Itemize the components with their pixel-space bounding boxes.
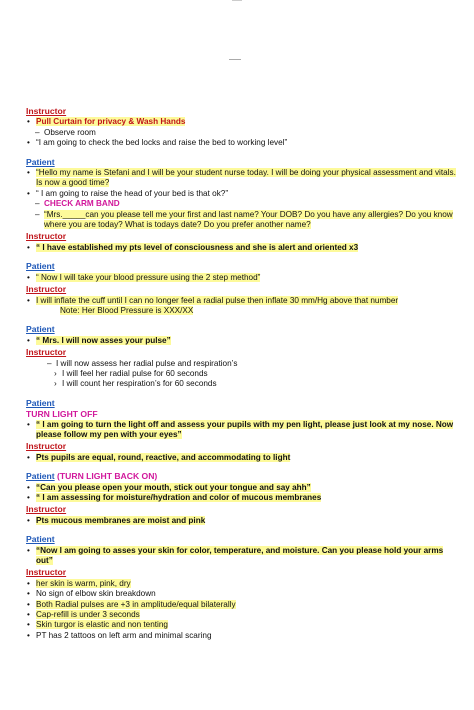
role-label: Patient	[26, 397, 55, 408]
script-line	[26, 306, 456, 316]
role-label: Instructor	[26, 441, 67, 452]
section-heading-patient	[26, 261, 456, 272]
section-heading-patient	[26, 157, 456, 168]
script-line	[26, 359, 456, 369]
section-heading-instructor	[26, 106, 456, 117]
section-heading-instructor	[26, 567, 456, 578]
page-header-marks	[0, 0, 474, 80]
role-label: Patient	[26, 261, 55, 272]
role-label: Patient	[26, 471, 55, 482]
script-line-text: No sign of elbow skin breakdown	[36, 589, 156, 599]
section-heading-patient	[26, 324, 456, 335]
stage-direction: TURN LIGHT OFF	[26, 409, 98, 420]
role-suffix: (TURN LIGHT BACK ON)	[54, 471, 158, 482]
script-line-text: “ I am going to raise the head of your bed is that ok?”	[36, 188, 229, 198]
section-heading-instructor	[26, 284, 456, 295]
script-line-text: Pull Curtain for privacy & Wash Hands	[36, 117, 186, 127]
script-line	[26, 516, 456, 526]
script-line	[26, 420, 456, 441]
script-line-text: “Now I am going to asses your skin for color, temperature, and moisture. Can you please hold your arms out”	[36, 545, 444, 566]
section-gap	[26, 390, 456, 398]
script-line	[26, 243, 456, 253]
role-label: Instructor	[26, 347, 67, 358]
script-line-text: “Mrs._____can you please tell me your first and last name? Your DOB? Do you have any allergies? Do you know where you are today? What is todays date? Do you prefer another name?	[44, 209, 453, 230]
top-mark	[232, 0, 242, 1]
script-line	[26, 600, 456, 610]
script-line-text: “Can you please open your mouth, stick out your tongue and say ahh”	[36, 482, 311, 492]
section-heading-instructor	[26, 504, 456, 515]
script-line	[26, 493, 456, 503]
script-line-text: “ I am going to turn the light off and assess your pupils with my pen light, please just look at my nose. Now please follow my pen with your eyes”	[36, 419, 454, 439]
section-heading-patient	[26, 398, 456, 409]
section-heading-instructor	[26, 347, 456, 358]
script-line	[26, 199, 456, 209]
script-line-text: “ I am assessing for moisture/hydration and color of mucous membranes	[36, 493, 322, 502]
role-label: Instructor	[26, 231, 67, 242]
script-line	[26, 273, 456, 283]
script-line-text: “Hello my name is Stefani and I will be your student nurse today. I will be doing your physical assessment and vitals. Is now a good time?	[36, 168, 456, 188]
script-line-text: her skin is warm, pink, dry	[36, 578, 131, 588]
script-line-text: I will now assess her radial pulse and respiration’s	[56, 358, 238, 368]
role-label: Instructor	[26, 504, 67, 515]
script-line	[26, 483, 456, 493]
script-line-text: Skin turgor is elastic and non tenting	[36, 620, 168, 630]
script-line	[26, 369, 456, 379]
script-line	[26, 579, 456, 589]
section-gap	[26, 463, 456, 471]
section-heading-patient	[26, 534, 456, 545]
script-line	[26, 117, 456, 127]
role-label: Instructor	[26, 106, 67, 116]
script-line-text: Observe room	[44, 127, 96, 137]
script-line	[26, 336, 456, 346]
role-label: Patient	[26, 156, 55, 167]
section-heading-patient	[26, 471, 456, 482]
script-line	[26, 189, 456, 199]
script-line-text: I will inflate the cuff until I can no longer feel a radial pulse then inflate 30 mm/Hg above that number	[36, 295, 399, 305]
script-line-text: PT has 2 tattoos on left arm and minimal scaring	[36, 630, 212, 640]
script-line-text: Pts mucous membranes are moist and pink	[36, 515, 206, 525]
script-line	[26, 296, 456, 306]
script-line-text: Note: Her Blood Pressure is XXX/XX	[60, 305, 194, 315]
script-line-text: “ I have established my pts level of consciousness and she is alert and oriented x3	[36, 242, 359, 252]
script-line	[26, 620, 456, 630]
section-gap	[26, 526, 456, 534]
script-line	[26, 128, 456, 138]
section-gap	[26, 253, 456, 261]
script-line-text: “ Mrs. I will now asses your pulse”	[36, 335, 171, 345]
script-line	[26, 631, 456, 641]
section-gap	[26, 149, 456, 157]
script-line-text: I will feel her radial pulse for 60 seconds	[62, 368, 208, 378]
script-line-text: I will count her respiration’s for 60 seconds	[62, 379, 217, 389]
script-line	[26, 610, 456, 620]
script-line-text: CHECK ARM BAND	[44, 199, 120, 209]
role-label: Patient	[26, 324, 55, 335]
script-line-text: Pts pupils are equal, round, reactive, and accommodating to light	[36, 452, 291, 462]
script-line	[26, 379, 456, 389]
script-line	[26, 589, 456, 599]
script-line-text: “I am going to check the bed locks and raise the bed to working level”	[36, 138, 288, 148]
center-mark	[229, 59, 241, 60]
section-heading-instructor	[26, 231, 456, 242]
section-heading-instructor	[26, 441, 456, 452]
script-line-text: “ Now I will take your blood pressure using the 2 step method”	[36, 272, 261, 282]
section-gap	[26, 316, 456, 324]
script-line	[26, 210, 456, 231]
script-document	[26, 106, 456, 641]
role-label: Instructor	[26, 284, 67, 295]
script-line-text: Cap-refill is under 3 seconds	[36, 610, 140, 620]
role-label: Instructor	[26, 567, 67, 578]
script-line	[26, 168, 456, 189]
script-line	[26, 138, 456, 148]
role-label: Patient	[26, 534, 55, 545]
script-line	[26, 453, 456, 463]
script-line-text: Both Radial pulses are +3 in amplitude/equal bilaterally	[36, 599, 236, 609]
script-line	[26, 546, 456, 567]
